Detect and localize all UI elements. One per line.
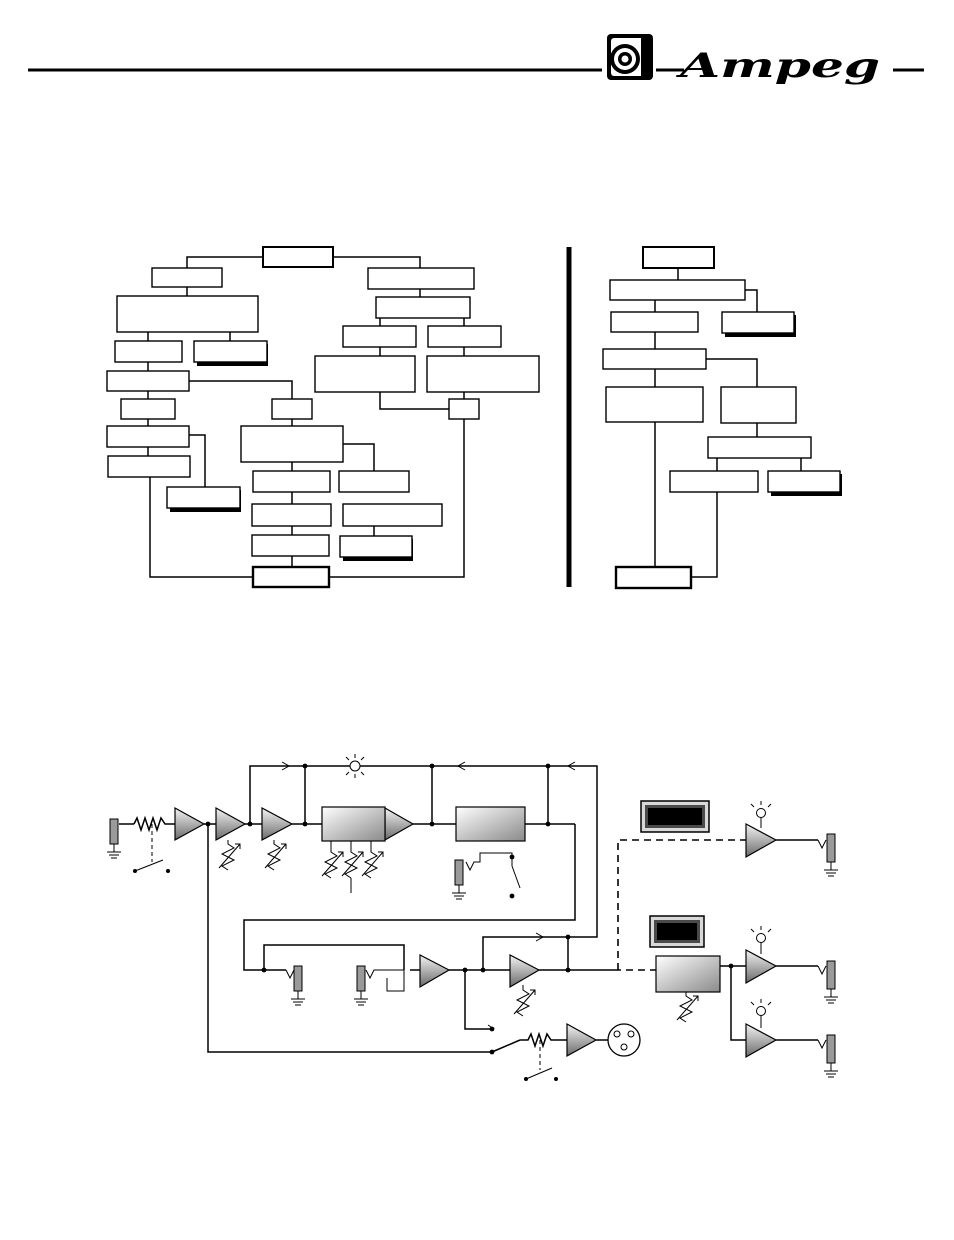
- flow-box: [253, 471, 330, 492]
- header: [28, 34, 924, 86]
- switch-icon: [512, 857, 520, 888]
- output-jack-icon: [818, 961, 838, 1003]
- signal-flow-diagram: [107, 754, 838, 1081]
- flow-box: [115, 341, 182, 362]
- flow-box: [107, 426, 189, 447]
- flow-box: [194, 341, 267, 362]
- flow-box: [152, 268, 222, 287]
- flow-box: [722, 312, 794, 333]
- flow-box: [343, 326, 416, 347]
- potentiometer-icon: [677, 992, 698, 1022]
- flow-box: [253, 567, 329, 587]
- flow-box: [368, 268, 474, 289]
- right-flow-boxes: [603, 247, 842, 588]
- flow-box: [167, 487, 240, 508]
- eq-block: [322, 807, 385, 841]
- flow-box: [117, 296, 258, 332]
- flow-box: [670, 471, 758, 492]
- amplifier-triangle-icon: [175, 808, 204, 840]
- left-flow-chart: [107, 247, 539, 587]
- amplifier-triangle-icon: [216, 808, 245, 840]
- amplifier-triangle-icon: [567, 1024, 596, 1056]
- flow-box: [263, 247, 333, 267]
- flow-box: [107, 371, 189, 391]
- amplifier-triangle-icon: [510, 955, 539, 987]
- switches: [133, 857, 558, 1081]
- potentiometer-icon: [219, 840, 240, 870]
- flow-box: [340, 536, 412, 557]
- brand-wordmark: Ampeg: [675, 46, 880, 86]
- flow-box: [449, 399, 479, 419]
- amplifier-triangle-icon: [746, 824, 776, 857]
- flow-box: [339, 471, 409, 492]
- amplifier-triangle-icon: [746, 1024, 776, 1057]
- flow-box: [603, 349, 706, 369]
- effects-block: [456, 807, 525, 841]
- send-jack-icon: [286, 966, 305, 1005]
- flow-box: [315, 356, 415, 392]
- flow-box: [610, 280, 745, 300]
- output-jack-icon: [818, 834, 838, 876]
- display-panels: [641, 801, 709, 947]
- ampeg-speaker-logo-icon: [607, 34, 653, 80]
- output-block: [656, 956, 720, 992]
- lamp-icon: [751, 926, 771, 954]
- flow-box: [708, 437, 811, 458]
- amplifier-triangle-icon: [262, 808, 292, 840]
- potentiometer-icon: [322, 841, 343, 878]
- flow-box: [427, 356, 539, 392]
- meter-display-icon: [641, 801, 709, 832]
- lamp-icon: [343, 754, 367, 778]
- flow-box: [272, 399, 312, 419]
- input-jack-icon: [107, 819, 121, 858]
- flow-box: [616, 567, 691, 588]
- jacks: [107, 819, 838, 1077]
- return-jack-icon: [354, 966, 404, 1005]
- potentiometer-icon: [342, 841, 363, 893]
- flow-arrows: [282, 762, 575, 1029]
- potentiometer-icon: [514, 985, 535, 1016]
- right-flow-chart: [603, 247, 842, 588]
- flow-box: [606, 387, 703, 422]
- flow-box: [721, 387, 796, 423]
- potentiometer-icon: [362, 841, 383, 878]
- flow-box: [643, 247, 714, 268]
- flow-box: [376, 297, 470, 318]
- lamp-icon: [751, 801, 771, 828]
- flow-box: [121, 399, 175, 419]
- xlr-connector-icon: [608, 1024, 640, 1056]
- flow-box: [252, 535, 329, 556]
- amplifier-triangle-icon: [385, 808, 413, 840]
- flow-box: [108, 456, 190, 477]
- amplifier-triangle-icon: [420, 955, 449, 987]
- flow-box: [343, 504, 442, 526]
- flow-box: [252, 504, 331, 526]
- switch-icon: [524, 1068, 558, 1081]
- flow-box: [768, 471, 840, 492]
- lamp-icon: [751, 999, 771, 1028]
- amplifier-triangle-icon: [746, 950, 776, 983]
- flow-box: [241, 426, 343, 462]
- flow-box: [611, 312, 698, 332]
- meter-display-icon: [650, 916, 704, 947]
- potentiometer-icon: [265, 840, 286, 870]
- left-flow-boxes: [107, 247, 539, 587]
- flow-box: [428, 326, 501, 347]
- footswitch-jack-icon: [452, 853, 512, 899]
- output-jack-icon: [818, 1035, 838, 1077]
